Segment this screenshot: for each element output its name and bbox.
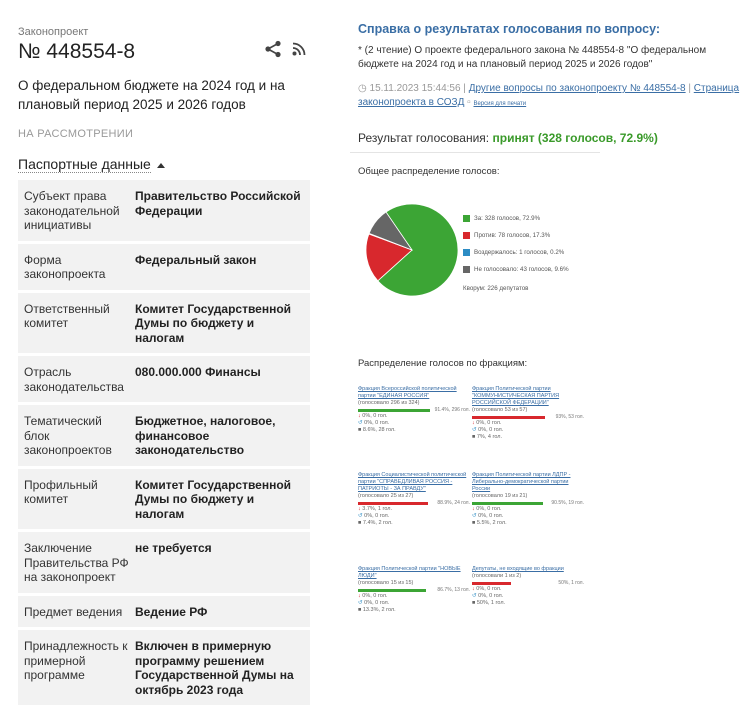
passport-row — [18, 532, 310, 596]
abstain-icon: ↺ — [472, 427, 479, 433]
fraction-stat-row — [358, 520, 470, 527]
fraction-block — [472, 386, 584, 441]
fraction-bar — [358, 409, 470, 412]
passport-key: Форма законопроекта — [24, 252, 106, 281]
fraction-stat-text: 0%, 0 гол. — [478, 427, 504, 433]
legend-item — [463, 227, 569, 244]
fraction-name-link[interactable]: Фракция Социалистической политической партии "СПРАВЕДЛИВАЯ РОССИЯ - ПАТРИОТЫ - ЗА ПРАВДУ" — [358, 472, 467, 492]
against-icon: ↓ — [358, 413, 363, 419]
fraction-block — [472, 566, 584, 607]
passport-key: Тематический блок законопроектов — [24, 414, 112, 457]
fraction-stat-text: 13.3%, 2 гол. — [362, 607, 396, 613]
fraction-stat-row — [472, 586, 584, 593]
bill-kind-label: Законопроект — [18, 26, 89, 38]
bill-number: № 448554-8 — [18, 40, 136, 63]
fraction-bar-label: 91.4%, 296 гол. — [434, 407, 470, 413]
passport-key: Ответственный комитет — [24, 301, 110, 330]
fractions-title: Распределение голосов по фракциям: — [358, 358, 528, 369]
fraction-stat-row — [472, 520, 584, 527]
passport-label: Паспортные данные — [18, 156, 151, 172]
abstain-icon: ↺ — [358, 513, 365, 519]
quorum-label: Кворум: 226 депутатов — [463, 285, 529, 292]
legend-label: За: 328 голосов, 72.9% — [474, 215, 541, 222]
result-value: принят (328 голосов, 72.9%) — [492, 131, 658, 145]
passport-value: Комитет Государственной Думы по бюджету и налогам — [135, 477, 292, 521]
fraction-stat-text: 0%, 0 гол. — [476, 506, 502, 512]
fraction-stat-text: 3.7%, 1 гол. — [362, 506, 393, 512]
fraction-bar — [472, 416, 584, 419]
fraction-stat-row — [472, 600, 584, 607]
chart-title: Общее распределение голосов: — [358, 166, 500, 177]
fraction-stat-text: 8.6%, 28 гол. — [362, 427, 396, 433]
caret-up-icon — [157, 163, 165, 168]
legend-swatch — [463, 215, 470, 222]
absent-icon: ■ — [472, 434, 477, 440]
legend-item — [463, 261, 569, 278]
fraction-stat-row — [358, 506, 470, 513]
fraction-stat-row — [472, 593, 584, 600]
fraction-name-link[interactable]: Фракция Политической партии ЛДПР - Либерально-демократической партии России — [472, 472, 571, 492]
passport-key: Субъект права законодательной инициативы — [24, 189, 120, 232]
fraction-note: (голосовало 296 из 324) — [358, 400, 420, 406]
fraction-note: (голосовало 19 из 21) — [472, 493, 528, 499]
fraction-bar — [358, 502, 470, 505]
passport-key: Заключение Правительства РФ на законопроект — [24, 541, 129, 584]
fraction-bar-fill — [472, 416, 545, 419]
passport-value: Федеральный закон — [135, 252, 257, 267]
passport-row — [18, 630, 310, 708]
fraction-name-link[interactable]: Фракция Всероссийской политической партии "ЕДИНАЯ РОССИЯ" — [358, 386, 457, 399]
fraction-name-link[interactable]: Фракция Политической партии "КОММУНИСТИЧЕСКАЯ ПАРТИЯ РОССИЙСКОЙ ФЕДЕРАЦИИ" — [472, 386, 560, 406]
fraction-stat-row — [358, 513, 470, 520]
passport-table — [18, 180, 310, 708]
legend-swatch — [463, 232, 470, 239]
print-version-link[interactable]: Версия для печати — [473, 101, 527, 107]
fraction-stat-text: 7.4%, 2 гол. — [362, 520, 393, 526]
absent-icon: ■ — [358, 427, 363, 433]
absent-icon: ■ — [472, 600, 477, 606]
fraction-note: (голосовало 15 из 15) — [358, 580, 414, 586]
fraction-stat-text: 0%, 0 гол. — [362, 413, 388, 419]
fraction-bar-label: 90.5%, 19 гол. — [551, 500, 584, 506]
passport-value: не требуется — [135, 541, 212, 555]
legend-item — [463, 210, 569, 227]
passport-row — [18, 293, 310, 357]
legend-swatch — [463, 266, 470, 273]
passport-row — [18, 405, 310, 469]
passport-row — [18, 596, 310, 631]
fraction-stat-text: 0%, 0 гол. — [362, 593, 388, 599]
clock-icon: ◷ — [358, 83, 367, 94]
against-icon: ↓ — [472, 420, 477, 426]
fraction-stat-text: 0%, 0 гол. — [476, 586, 502, 592]
passport-value: Комитет Государственной Думы по бюджету и налогам — [135, 301, 292, 345]
passport-value: Правительство Российской Федерации — [135, 189, 301, 218]
fraction-stat-row — [472, 506, 584, 513]
fraction-stat-row — [358, 593, 470, 600]
print-icon: ▫ — [467, 97, 471, 108]
fraction-stat-text: 5.5%, 2 гол. — [476, 520, 507, 526]
against-icon: ↓ — [358, 506, 363, 512]
passport-value: 080.000.000 Финансы — [135, 365, 261, 379]
fraction-stat-text: 0%, 0 гол. — [364, 513, 390, 519]
passport-row — [18, 469, 310, 533]
share-icon[interactable] — [264, 40, 282, 58]
fraction-note: (голосовало 25 из 27) — [358, 493, 414, 499]
passport-key: Принадлежность к примерной программе — [24, 639, 128, 682]
fraction-block — [472, 472, 584, 527]
legend-swatch — [463, 249, 470, 256]
fraction-stat-text: 0%, 0 гол. — [364, 600, 390, 606]
fraction-stat-row — [472, 513, 584, 520]
fraction-bar — [472, 502, 584, 505]
absent-icon: ■ — [358, 520, 363, 526]
vote-result — [358, 131, 658, 145]
bill-panel — [0, 0, 330, 697]
fraction-bar-label: 88.9%, 24 гол. — [437, 500, 470, 506]
legend-label: Не голосовало: 43 голосов, 9.6% — [474, 266, 569, 273]
fraction-bar-fill — [472, 582, 511, 585]
vote-title: Справка о результатах голосования по вопросу: — [358, 22, 661, 36]
fraction-block — [358, 472, 470, 527]
abstain-icon: ↺ — [472, 513, 479, 519]
absent-icon: ■ — [358, 607, 363, 613]
absent-icon: ■ — [472, 520, 477, 526]
bill-page-link[interactable]: Страница законопроекта в СОЗД — [358, 83, 740, 108]
status-badge: НА РАССМОТРЕНИИ — [18, 128, 134, 140]
fraction-bar-label: 93%, 53 гол. — [555, 414, 584, 420]
fraction-stat-row — [472, 420, 584, 427]
fraction-bar-fill — [472, 502, 543, 505]
abstain-icon: ↺ — [358, 600, 365, 606]
vote-datetime: 15.11.2023 15:44:56 — [369, 83, 461, 94]
against-icon: ↓ — [358, 593, 363, 599]
legend-label: Против: 78 голосов, 17.3% — [474, 232, 551, 239]
vote-panel — [348, 0, 751, 649]
result-label: Результат голосования: — [358, 131, 490, 145]
passport-row — [18, 356, 310, 405]
passport-key: Профильный комитет — [24, 477, 98, 506]
fraction-bar — [472, 582, 584, 585]
fraction-stat-row — [358, 600, 470, 607]
passport-value: Ведение РФ — [135, 604, 208, 619]
fraction-bar-label: 50%, 1 гол. — [558, 580, 584, 586]
abstain-icon: ↺ — [472, 593, 479, 599]
vote-pie-chart — [364, 202, 460, 298]
fraction-bar-fill — [358, 589, 426, 592]
fraction-note: (голосовало 53 из 57) — [472, 407, 528, 413]
chart-legend — [463, 210, 569, 297]
fraction-stat-text: 7%, 4 гол. — [476, 434, 503, 440]
fraction-name-link[interactable]: Депутаты, не входящие во фракции — [472, 566, 564, 572]
fraction-block — [358, 566, 470, 614]
bill-title: О федеральном бюджете на 2024 год и на плановый период 2025 и 2026 годов — [18, 78, 285, 112]
vote-description: * (2 чтение) О проекте федерального закона № 448554-8 "О федеральном бюджете на 2024 год и на плановый период 2025 и 2026 годов" — [358, 45, 707, 70]
fraction-note: (голосовали 1 из 2) — [472, 573, 522, 579]
fraction-stat-text: 0%, 0 гол. — [476, 420, 502, 426]
passport-row — [18, 244, 310, 293]
fraction-stat-row — [358, 420, 470, 427]
fraction-name-link[interactable]: Фракция Политической партии "НОВЫЕ ЛЮДИ" — [358, 566, 461, 579]
rss-icon[interactable] — [292, 42, 306, 56]
fraction-stat-row — [358, 607, 470, 614]
fraction-stat-text: 0%, 0 гол. — [478, 593, 504, 599]
other-questions-link[interactable]: Другие вопросы по законопроекту № 448554-8 — [468, 83, 686, 94]
passport-key: Отрасль законодательства — [24, 365, 124, 394]
legend-item — [463, 244, 569, 261]
fraction-stat-text: 0%, 0 гол. — [478, 513, 504, 519]
fraction-stat-row — [358, 413, 470, 420]
fraction-stat-row — [472, 434, 584, 441]
against-icon: ↓ — [472, 506, 477, 512]
fraction-stat-text: 50%, 1 гол. — [476, 600, 506, 606]
passport-key: Предмет ведения — [24, 604, 123, 619]
vote-links: ◷ 15.11.2023 15:44:56 | Другие вопросы по законопроекту № 448554-8 | Страница законопроекта в СОЗД ▫ Версия для печати — [358, 83, 740, 108]
fraction-bar-label: 86.7%, 13 гол. — [437, 587, 470, 593]
fraction-stat-row — [358, 427, 470, 434]
passport-row — [18, 180, 310, 244]
passport-value: Включен в примерную программу решением Государственной Думы на октябрь 2023 года — [135, 639, 294, 697]
abstain-icon: ↺ — [358, 420, 365, 426]
fraction-bar-fill — [358, 502, 428, 505]
passport-value: Бюджетное, налоговое, финансовое законодательство — [135, 414, 276, 457]
fraction-bar-fill — [358, 409, 430, 412]
fraction-stat-row — [472, 427, 584, 434]
fraction-stat-text: 0%, 0 гол. — [364, 420, 390, 426]
against-icon: ↓ — [472, 586, 477, 592]
legend-label: Воздержалось: 1 голосов, 0.2% — [474, 249, 565, 256]
fraction-bar — [358, 589, 470, 592]
passport-toggle[interactable] — [18, 156, 165, 172]
fraction-block — [358, 386, 470, 434]
